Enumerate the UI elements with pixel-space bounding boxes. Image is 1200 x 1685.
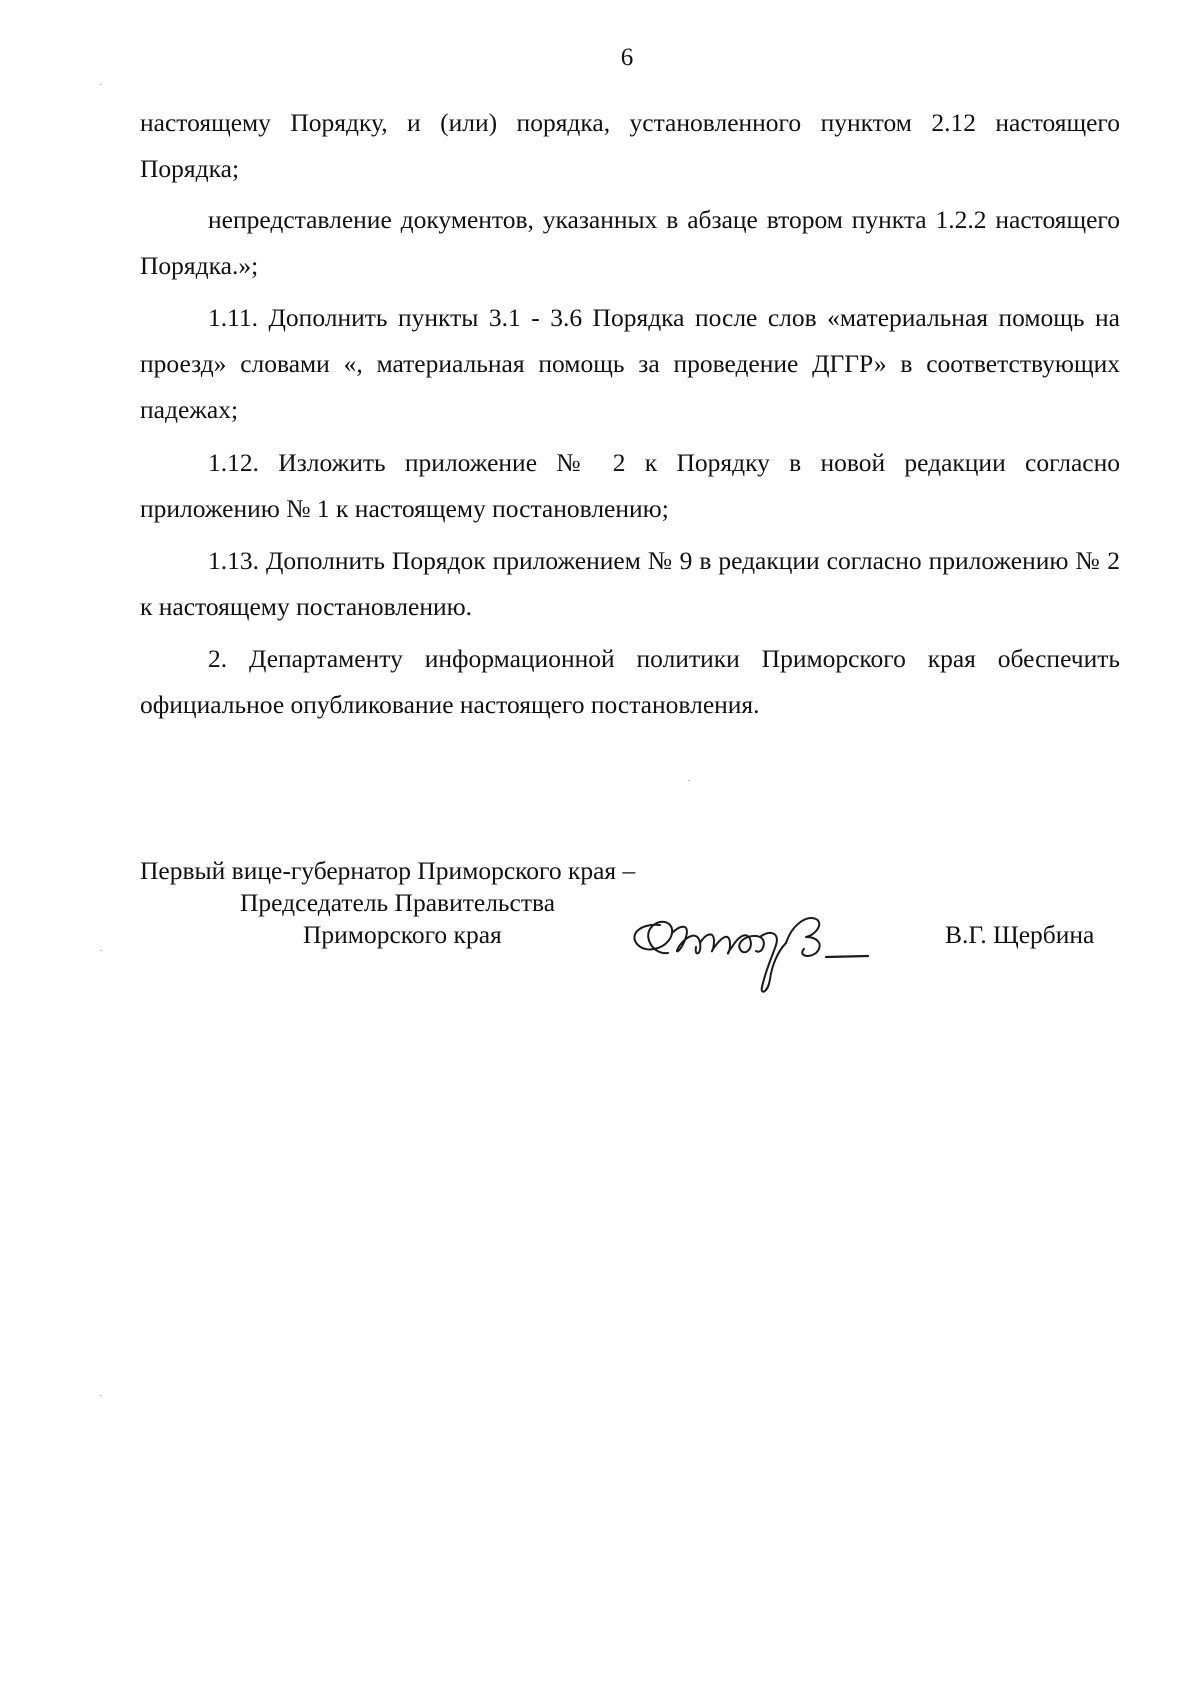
signer-title-line-3: Приморского края bbox=[303, 920, 502, 949]
paragraph-item-1-11: 1.11. Дополнить пункты 3.1 - 3.6 Порядка после слов «материальная помощь на проезд» словами «, материальная помощь за проведение ДГГР» в соответствующих падежах; bbox=[140, 303, 1120, 424]
scan-artifact bbox=[100, 950, 102, 951]
paragraph-item-1-12: 1.12. Изложить приложение № 2 к Порядку в новой редакции согласно приложению № 1 к настоящему постановлению; bbox=[140, 448, 1120, 523]
page-number: 6 bbox=[620, 44, 634, 71]
scan-artifact bbox=[688, 780, 690, 781]
scan-artifact bbox=[100, 84, 102, 85]
signer-name: В.Г. Щербина bbox=[945, 920, 1095, 949]
paragraph-documents-not-submitted: непредставление документов, указанных в абзаце втором пункта 1.2.2 настоящего Порядка.»; bbox=[140, 205, 1120, 280]
paragraph-item-2: 2. Департаменту информационной политики Приморского края обеспечить официальное опубликование настоящего постановления. bbox=[140, 644, 1120, 719]
signer-title-line-2: Председатель Правительства bbox=[240, 888, 556, 917]
scan-artifact bbox=[100, 1395, 102, 1396]
handwritten-signature bbox=[620, 895, 900, 1005]
paragraph-continuation: настоящему Порядку, и (или) порядка, установленного пунктом 2.12 настоящего Порядка; bbox=[140, 108, 1120, 183]
paragraph-item-1-13: 1.13. Дополнить Порядок приложением № 9 в редакции согласно приложению № 2 к настоящему постановлению. bbox=[140, 546, 1120, 621]
signer-title-line-1: Первый вице-губернатор Приморского края – bbox=[140, 856, 636, 885]
